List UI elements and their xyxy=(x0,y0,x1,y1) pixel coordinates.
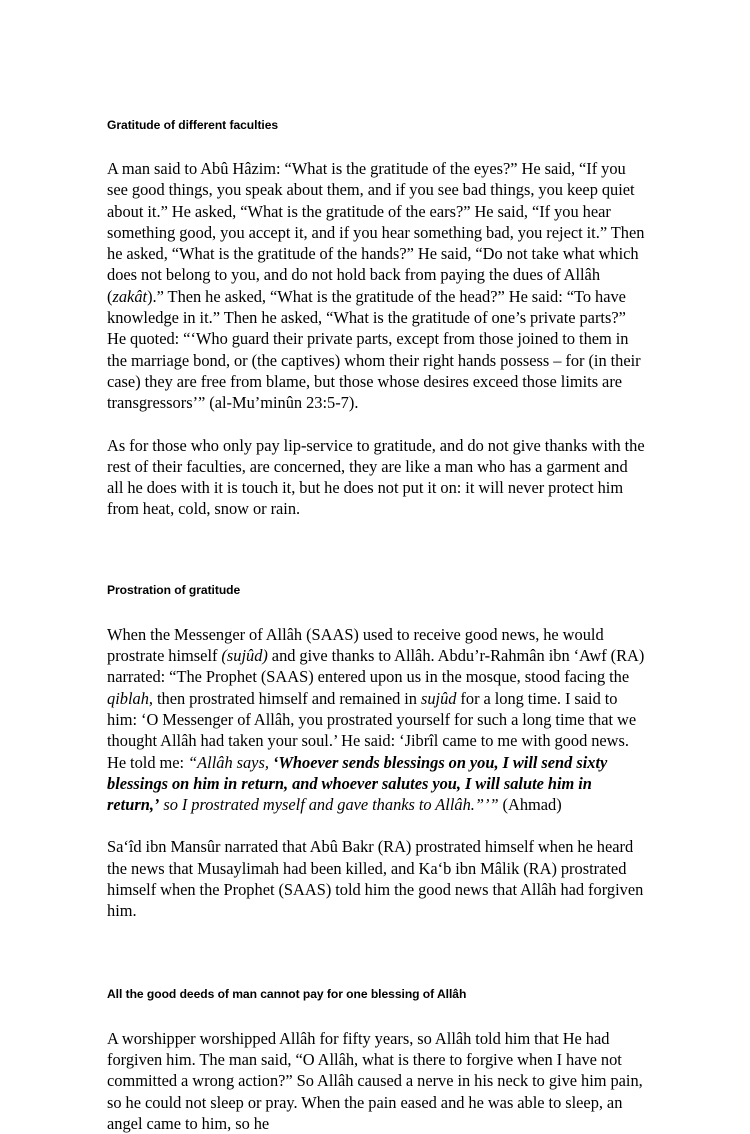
text-run: A worshipper worshipped Allâh for fifty years, so Allâh told him that He had forgiven him. The man said, “O Allâh, what is there to forgive when I have not committed a wrong action?” So Allâh caused a nerve in his neck to give him pain, so he could not sleep or pray. When the pain eased and he was able to sleep, an angel came to him, so he xyxy=(107,1028,643,1133)
text-run: Sa‘îd ibn Mansûr narrated that Abû Bakr (RA) prostrated himself when he heard the news that Musaylimah had been killed, and Ka‘b ibn Mâlik (RA) prostrated himself when the Prophet (SAAS) told him the good news that Allâh had forgiven him. xyxy=(107,837,644,921)
italic-run: qiblah, xyxy=(107,688,153,708)
italic-run: sujûd xyxy=(420,688,457,708)
text-run: and give thanks to Allâh. Abdu’r-Rahmân ibn ‘Awf (RA) narrated: “The Prophet (SAAS) entered upon us in the mosque, stood facing the xyxy=(107,646,645,687)
italic-run: zakât xyxy=(112,286,148,306)
document-text-column xyxy=(107,118,646,1134)
spacer-heading-to-paragraph xyxy=(107,133,646,158)
paragraph-gratitude-faculties-1 xyxy=(107,158,646,414)
spacer-heading-to-paragraph-two xyxy=(107,598,646,624)
paragraph-prostration-1 xyxy=(107,624,646,816)
text-run: (al-Mu’minûn 23:5-7). xyxy=(205,393,359,413)
bold-quote-run: “‘Who guard their private parts, except from those joined to them in the marriage bond, or (the captives) whom their right hands possess – for (in their case) they are free from blame, but those whose desires exceed those limits are transgressors’” xyxy=(107,329,641,413)
paragraph-gratitude-faculties-2 xyxy=(107,435,646,520)
text-run: (Ahmad) xyxy=(498,795,562,815)
section-heading-prostration-of-gratitude: Prostration of gratitude xyxy=(107,582,241,597)
paragraph-prostration-2 xyxy=(107,836,646,921)
text-run: A man said to Abû Hâzim: “What is the gratitude of the eyes?” He said, “If you see good things, you speak about them, and if you see bad things, you keep quiet about it.” He asked, “What is the gratitude of the ears?” He said, “If you hear something good, you accept it, and if you hear something bad, you reject it.” Then he asked, “What is the gratitude of the hands?” He said, “Do not take what which does not belong to you, and do not hold back from paying the dues of Allâh ( xyxy=(107,159,645,306)
spacer-paragraph-gap-two xyxy=(107,815,646,836)
italic-run: (sujûd) xyxy=(221,646,268,666)
text-run: then prostrated himself and remained in xyxy=(153,688,421,708)
section-heading-gratitude-of-different-faculties: Gratitude of different faculties xyxy=(107,118,279,132)
text-run: for a long time. I said to him: ‘O Messenger of Allâh, you prostrated yourself for such a long time that we thought Allâh had taken your soul.’ He said: ‘Jibrîl came to me with good news. He told me: xyxy=(107,688,637,772)
text-run: As for those who only pay lip-service to gratitude, and do not give thanks with the rest of their faculties, are concerned, they are like a man who has a garment and all he does with it is touch it, but he does not put it on: it will never protect him from heat, cold, snow or rain. xyxy=(107,435,645,519)
italic-run: “Allâh says, xyxy=(188,752,273,772)
italic-run: so I prostrated myself and gave thanks to Allâh.”’” xyxy=(159,795,499,815)
spacer-before-section-two xyxy=(107,520,646,583)
text-run: ).” Then he asked, “What is the gratitude of the head?” He said: “To have knowledge in it.” Then he asked, “What is the gratitude of one’s private parts?” He quoted: xyxy=(107,286,626,349)
spacer-before-section-three xyxy=(107,922,646,987)
section-heading-good-deeds-cannot-pay: All the good deeds of man cannot pay for one blessing of Allâh xyxy=(107,986,467,1001)
bold-italic-quote-run: ‘Whoever sends blessings on you, I will send sixty blessings on him in return, and whoever salutes you, I will salute him in return,’ xyxy=(107,752,608,815)
spacer-heading-to-paragraph-three xyxy=(107,1002,646,1028)
text-run: When the Messenger of Allâh (SAAS) used to receive good news, he would prostrate himself xyxy=(107,624,604,666)
spacer-paragraph-gap xyxy=(107,414,646,435)
paragraph-good-deeds-1 xyxy=(107,1028,646,1134)
